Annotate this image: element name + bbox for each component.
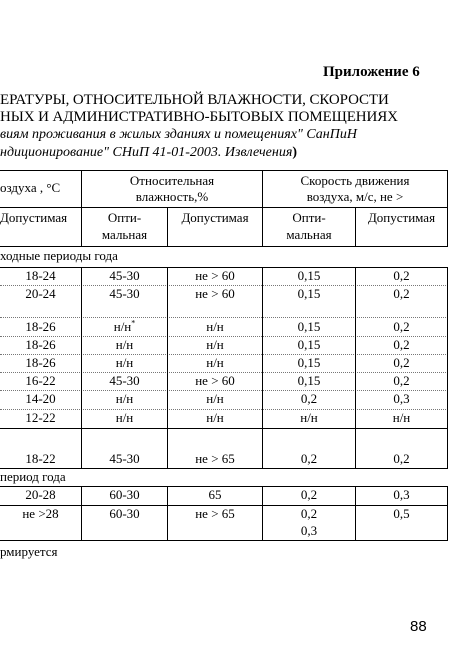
row-5-speed-optimal: 0,15 (297, 355, 321, 370)
subheading-line2-text: ндиционирование" СНиП 41-01-2003. Извлечения (0, 145, 293, 160)
row-3-humidity-optimal (82, 319, 167, 335)
row-8-speed-permissible: н/н (392, 410, 411, 425)
row-9-speed-optimal: 0,2 (300, 451, 318, 466)
section-warm-period: период года (0, 469, 66, 484)
row-5-humidity-permissible: н/н (206, 355, 224, 370)
row-2-speed-permissible: 0,2 (393, 286, 410, 301)
row-1-speed-optimal: 0,15 (297, 268, 321, 283)
warm-row-2-speed-optimal-second: 0,3 (300, 523, 318, 538)
subheader-temp-permissible: Допустимая (0, 210, 68, 225)
row-2-speed-optimal: 0,15 (297, 286, 321, 301)
row-3-speed-optimal: 0,15 (297, 319, 321, 334)
row-3-humidity-permissible: н/н (206, 319, 224, 334)
header-speed-line2: воздуха, м/с, не > (306, 189, 404, 204)
row-6-speed-optimal: 0,15 (297, 373, 321, 388)
row-1-humidity-optimal: 45-30 (109, 268, 140, 283)
row-7-temp: 14-20 (25, 391, 56, 406)
row-8-humidity-permissible: н/н (206, 410, 224, 425)
row-8-temp: 12-22 (25, 410, 56, 425)
header-humidity-line2: влажность,% (135, 189, 209, 204)
row-1-speed-permissible: 0,2 (393, 268, 410, 283)
warm-row-2-temp: не >28 (22, 506, 59, 521)
row-7-speed-permissible: 0,3 (393, 391, 410, 406)
row-4-humidity-optimal: н/н (115, 337, 134, 352)
subheader-humidity-permissible: Допустимая (181, 210, 249, 225)
warm-row-2-humidity-optimal: 60-30 (109, 506, 140, 521)
row-6-temp: 16-22 (25, 373, 56, 388)
row-7-humidity-optimal: н/н (115, 391, 134, 406)
header-temp: оздуха , °С (0, 180, 61, 195)
row-3-temp: 18-26 (25, 319, 56, 334)
row-9-humidity-optimal: 45-30 (109, 451, 140, 466)
row-3-humidity-optimal-value: н/н (113, 319, 132, 334)
document-heading-line2: НЫХ И АДМИНИСТРАТИВНО-БЫТОВЫХ ПОМЕЩЕНИЯХ (0, 109, 398, 125)
warm-row-1-humidity-optimal: 60-30 (109, 487, 140, 502)
row-2-humidity-optimal: 45-30 (109, 286, 140, 301)
footnote-marker: * (131, 318, 136, 328)
document-subheading-line2 (0, 145, 297, 161)
row-6-speed-permissible: 0,2 (393, 373, 410, 388)
row-9-humidity-permissible: не > 65 (195, 451, 235, 466)
header-humidity-line1: Относительная (129, 173, 215, 188)
row-4-temp: 18-26 (25, 337, 56, 352)
row-9-temp: 18-22 (25, 451, 56, 466)
appendix-label: Приложение 6 (323, 64, 420, 80)
row-2-humidity-permissible: не > 60 (195, 286, 235, 301)
warm-row-1-humidity-permissible: 65 (208, 487, 222, 502)
row-2-temp: 20-24 (25, 286, 56, 301)
row-5-humidity-optimal: н/н (115, 355, 134, 370)
subheader-speed-optimal-line2: мальная (286, 227, 332, 242)
row-6-humidity-permissible: не > 60 (195, 373, 235, 388)
row-7-humidity-permissible: н/н (206, 391, 224, 406)
warm-row-2-humidity-permissible: не > 65 (195, 506, 235, 521)
subheading-closing-paren: ) (292, 145, 298, 160)
subheader-speed-permissible: Допустимая (367, 210, 436, 225)
row-6-humidity-optimal: 45-30 (109, 373, 140, 388)
warm-row-1-speed-permissible: 0,3 (393, 487, 410, 502)
row-8-humidity-optimal: н/н (115, 410, 134, 425)
row-4-humidity-permissible: н/н (206, 337, 224, 352)
row-4-speed-permissible: 0,2 (393, 337, 410, 352)
row-9-speed-permissible: 0,2 (393, 451, 410, 466)
warm-row-2-speed-permissible: 0,5 (393, 506, 410, 521)
warm-row-1-speed-optimal: 0,2 (300, 487, 318, 502)
warm-row-2-speed-optimal: 0,2 (300, 506, 318, 521)
section-cold-period: ходные периоды года (0, 248, 118, 263)
warm-row-1-temp: 20-28 (25, 487, 56, 502)
row-1-humidity-permissible: не > 60 (195, 268, 235, 283)
row-4-speed-optimal: 0,15 (297, 337, 321, 352)
document-heading-line1: ЕРАТУРЫ, ОТНОСИТЕЛЬНОЙ ВЛАЖНОСТИ, СКОРОСТИ (0, 92, 389, 108)
footnote: рмируется (0, 544, 58, 559)
document-subheading-line1: виям проживания в жилых зданиях и помещениях" СанПиН (0, 127, 357, 142)
subheader-speed-optimal-line1: Опти- (292, 210, 326, 225)
page-number: 88 (410, 618, 427, 635)
row-5-temp: 18-26 (25, 355, 56, 370)
subheader-humidity-optimal-line1: Опти- (107, 210, 142, 225)
row-8-speed-optimal: н/н (300, 410, 318, 425)
subheader-humidity-optimal-line2: мальная (101, 227, 148, 242)
row-5-speed-permissible: 0,2 (393, 355, 410, 370)
row-1-temp: 18-24 (25, 268, 56, 283)
row-3-speed-permissible: 0,2 (393, 319, 410, 334)
header-speed-line1: Скорость движения (300, 173, 410, 188)
row-7-speed-optimal: 0,2 (300, 391, 318, 406)
